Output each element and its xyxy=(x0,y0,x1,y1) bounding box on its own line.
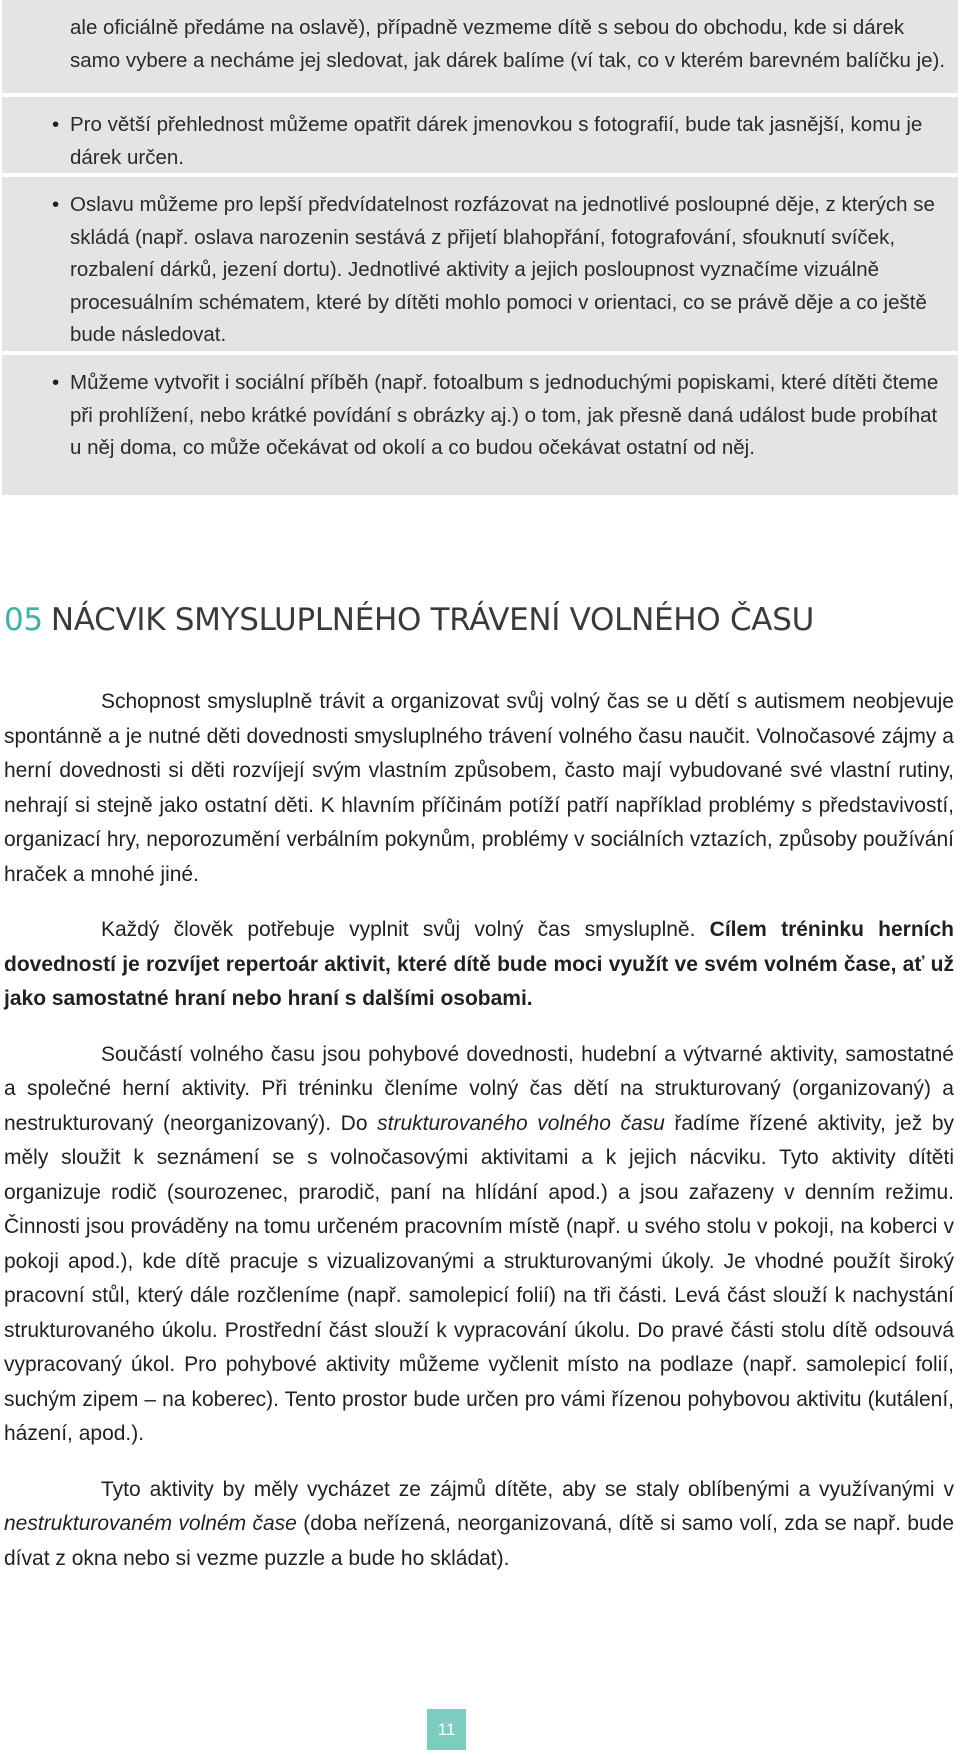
paragraph-4 xyxy=(4,1473,954,1577)
section-number: 05 xyxy=(4,602,43,638)
info-box-bullet-3 xyxy=(2,355,958,495)
info-box-continuation xyxy=(2,0,958,93)
section-heading xyxy=(4,602,814,638)
paragraph-3-text-start: Součástí volného času jsou pohybové dovednosti, hudební a výtvarné aktivity, samostatné a společné herní aktivity. Při tréninku členíme volný čas dětí na strukturovaný (organizovaný) a nestrukturovaný (neorganizovaný). Do xyxy=(4,1042,954,1135)
info-box-bullet-2 xyxy=(2,177,958,351)
paragraph-4-text-end: (doba neřízená, neorganizovaná, dítě si samo volí, zda se např. bude dívat z okna nebo si vezme puzzle a bude ho skládat). xyxy=(4,1512,954,1570)
paragraph-3-text-end: řadíme řízené aktivity, jež by měly sloužit k seznámení se s volnočasovými aktivitami a k jejich nácviku. Tyto aktivity dítěti organizuje rodič (sourozenec, prarodič, paní na hlídání apod.) a jsou zařazeny v denním režimu. Činnosti jsou prováděny na tomu určeném pracovním místě (např. u svého stolu v pokoji, na koberci v pokoji apod.), kde dítě pracuje s vizualizovanými a strukturovanými úkoly. Je vhodné použít široký pracovní stůl, který dále rozčleníme (např. samolepicí folií) na tři části. Levá část slouží k nachystání strukturovaného úkolu. Prostřední část slouží k vypracování úkolu. Do pravé části stolu dítě odsouvá vypracovaný úkol. Pro pohybové aktivity můžeme vyčlenit místo na podlaze (např. samolepicí folií, suchým zipem – na koberec). Tento prostor bude určen pro vámi řízenou pohybovou aktivitu (kutálení, házení, apod.). xyxy=(4,1111,954,1445)
paragraph-2 xyxy=(4,913,954,1017)
bullet-text: Oslavu můžeme pro lepší předvídatelnost rozfázovat na jednotlivé posloupné děje, z kterých se skládá (např. oslava narozenin sestává z přijetí blahopřání, fotografování, sfouknutí svíček, rozbalení dárků, jezení dortu). Jednotlivé aktivity a jejich posloupnost vyznačíme vizuálně procesuálním schématem, které by dítěti mohlo pomoci v orientaci, co se právě děje a co ještě bude následovat. xyxy=(70,193,935,346)
page-number-badge: 11 xyxy=(427,1709,466,1750)
paragraph-3-italic: strukturovaného volného času xyxy=(377,1111,665,1135)
paragraph-1: Schopnost smysluplně trávit a organizovat svůj volný čas se u dětí s autismem neobjevuje spontánně a je nutné děti dovednosti smysluplného trávení volného času naučit. Volnočasové zájmy a herní dovednosti si děti rozvíjejí svým vlastním způsobem, často mají vybudované své vlastní rutiny, nehrají si stejně jako ostatní děti. K hlavním příčinám potíží patří například problémy s představivostí, organizací hry, neporozumění verbálním pokynům, problémy v sociálních vztazích, způsoby používání hraček a mnohé jiné. xyxy=(4,690,954,886)
info-box-bullet-1 xyxy=(2,97,958,173)
paragraph-4-text-start: Tyto aktivity by měly vycházet ze zájmů dítěte, aby se staly oblíbenými a využívanými v xyxy=(101,1477,954,1501)
section-title: NÁCVIK SMYSLUPLNÉHO TRÁVENÍ VOLNÉHO ČASU xyxy=(50,602,814,638)
box-continuation-text: ale oficiálně předáme na oslavě), případně vezmeme dítě s sebou do obchodu, kde si dárek samo vybere a necháme jej sledovat, jak dárek balíme (ví tak, co v kterém barevném balíčku je). xyxy=(70,16,946,72)
bullet-text: Pro větší přehlednost můžeme opatřit dárek jmenovkou s fotografií, bude tak jasnější, komu je dárek určen. xyxy=(70,113,923,169)
bullet-icon: • xyxy=(52,113,60,136)
paragraph-4-italic: nestrukturovaném volném čase xyxy=(4,1512,297,1535)
bullet-icon: • xyxy=(52,371,60,394)
body-text xyxy=(4,685,954,1597)
bullet-text: Můžeme vytvořit i sociální příběh (např. fotoalbum s jednoduchými popiskami, které dítěti čteme při prohlížení, nebo krátké povídání s obrázky aj.) o tom, jak přesně daná událost bude probíhat u něj doma, co může očekávat od okolí a co budou očekávat ostatní od něj. xyxy=(70,371,939,459)
paragraph-2-emphasis: Cílem tréninku herních dovedností je rozvíjet repertoár aktivit, které dítě bude moci využít ve svém volném čase, ať už jako samostatné hraní nebo hraní s dalšími osobami. xyxy=(4,918,954,1010)
bullet-icon: • xyxy=(52,193,60,216)
paragraph-2-text: Každý člověk potřebuje vyplnit svůj volný čas smysluplně. xyxy=(101,918,710,941)
paragraph-3 xyxy=(4,1038,954,1452)
